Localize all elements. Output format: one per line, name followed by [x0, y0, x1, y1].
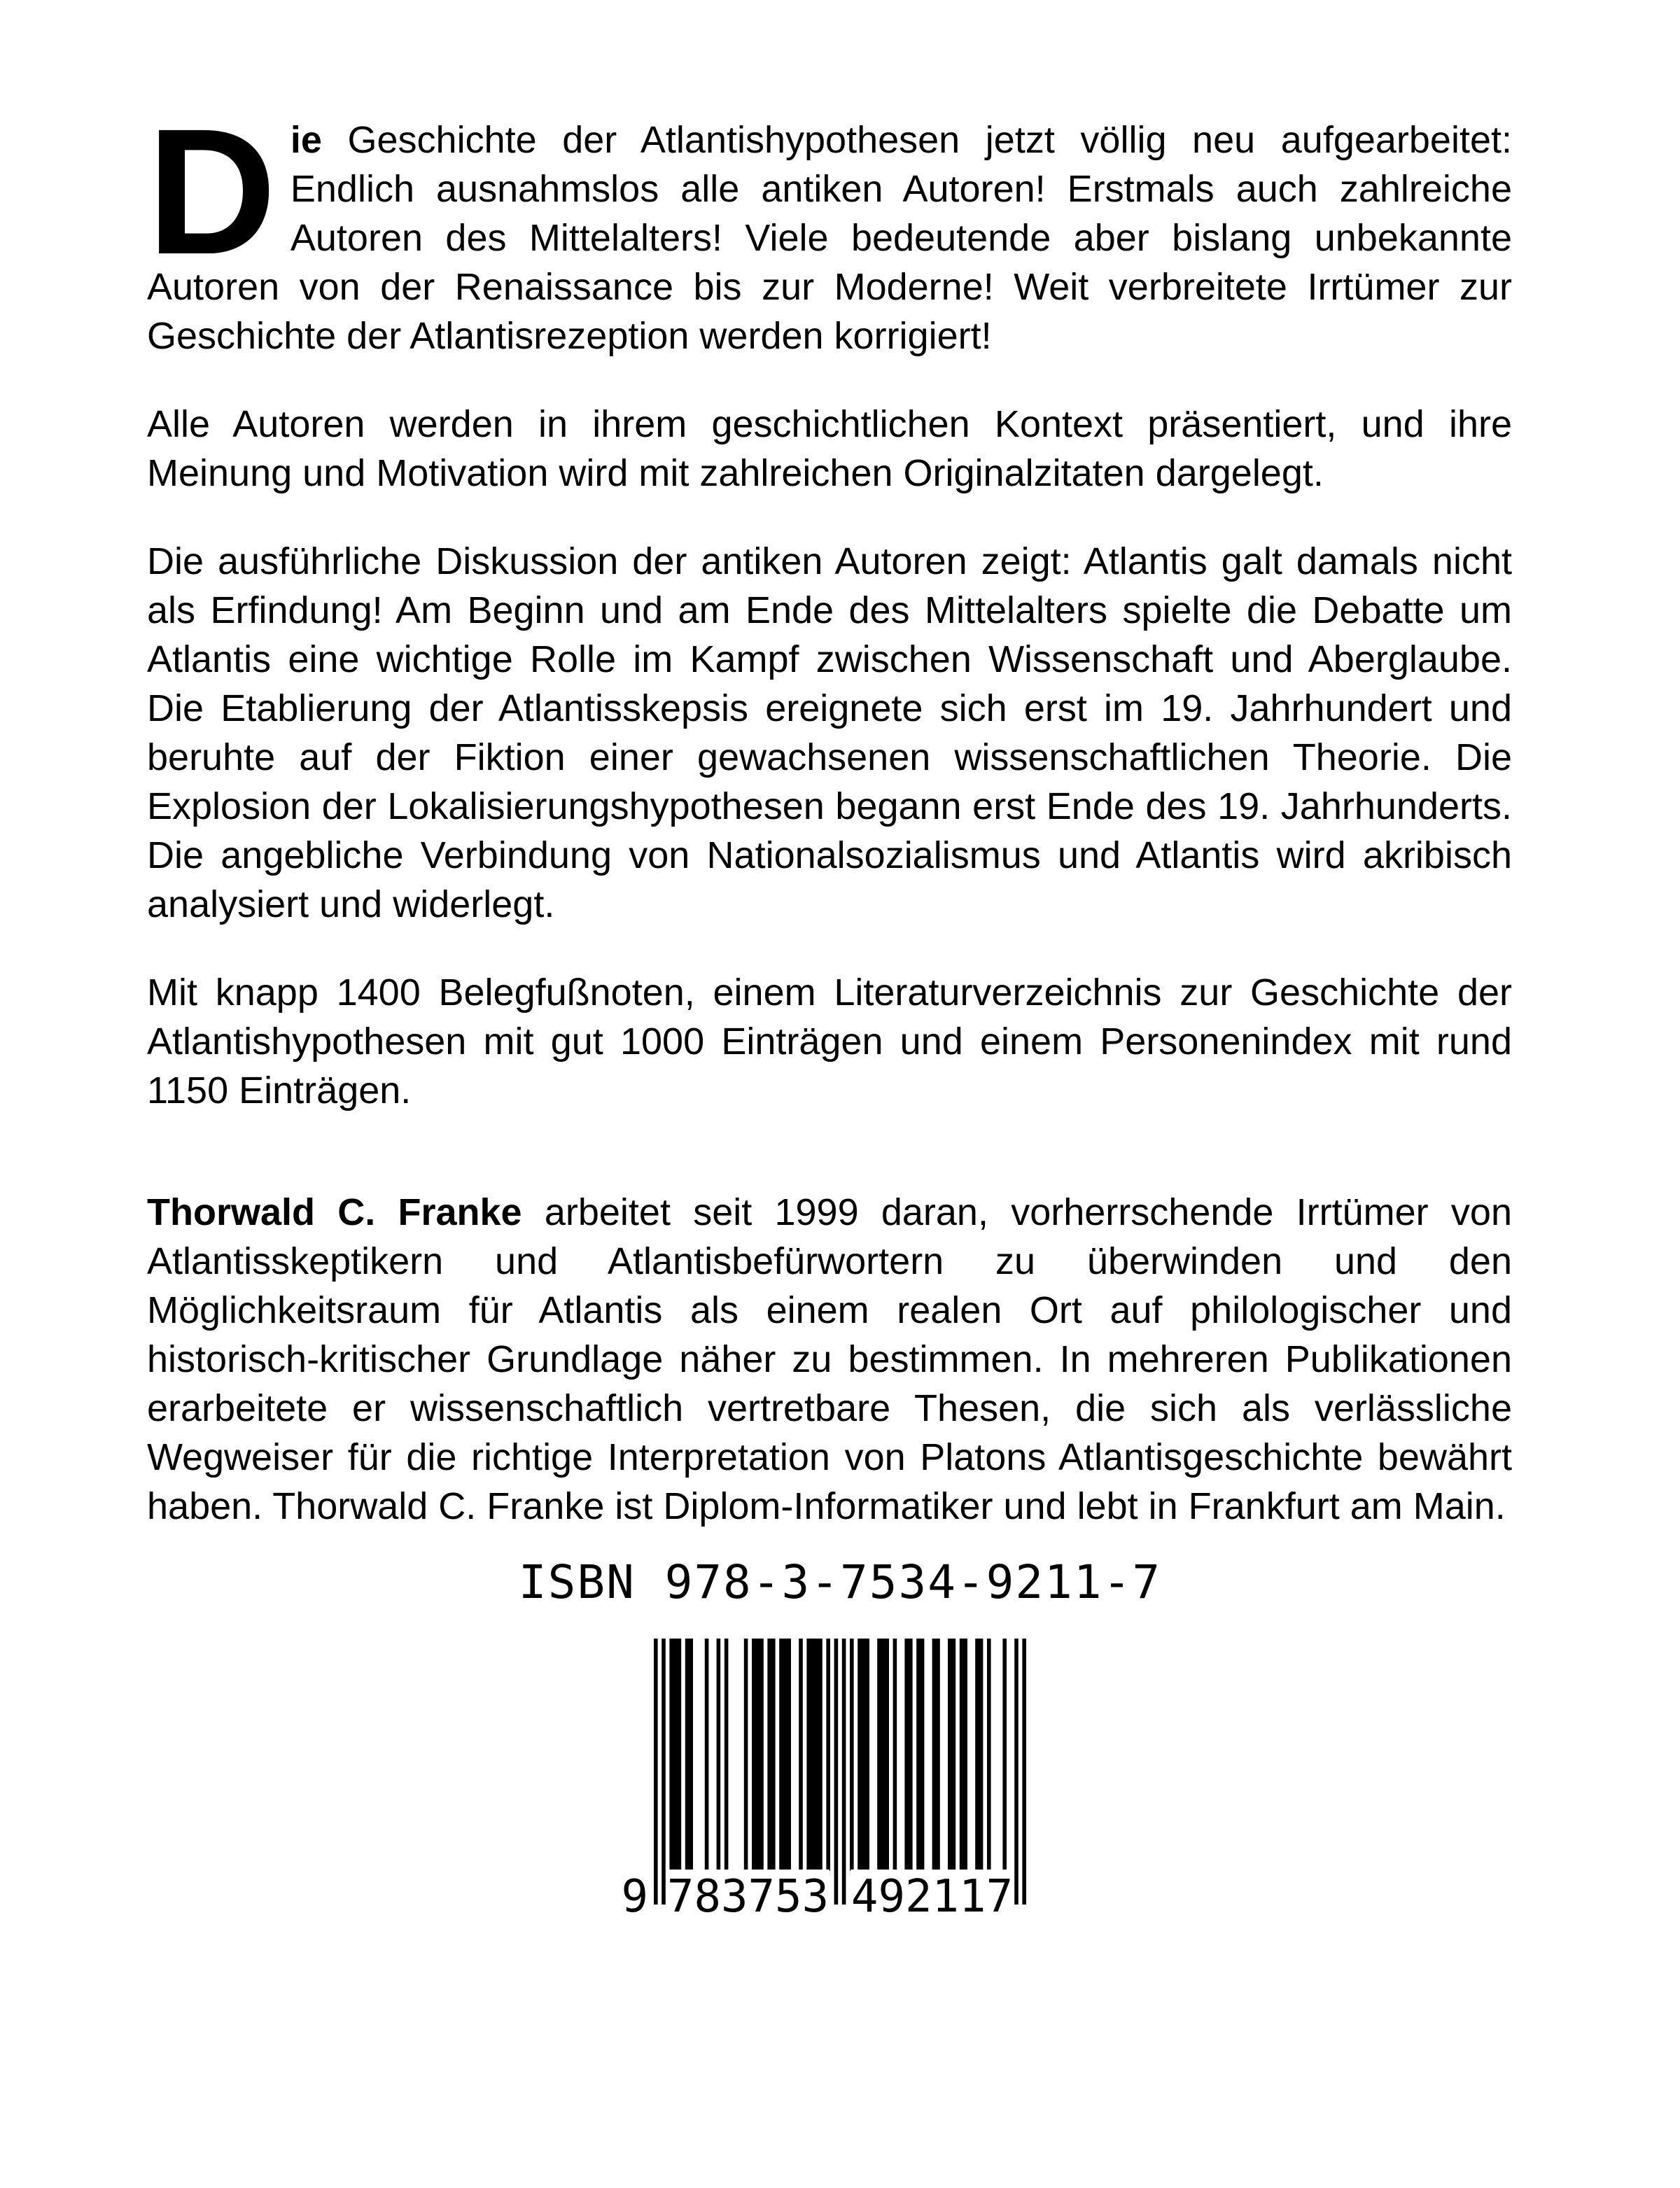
barcode-digits-group-1: 783753	[666, 1871, 830, 1923]
author-bio	[147, 1188, 1512, 1531]
blurb-paragraph-4: Mit knapp 1400 Belegfußnoten, einem Literaturverzeichnis zur Geschichte der Atlantishypothesen mit gut 1000 Einträgen und einem Personenindex mit rund 1150 Einträgen.	[147, 972, 1512, 1111]
author-bio-text: arbeitet seit 1999 daran, vorherrschende Irrtümer von Atlantisskeptikern und Atlantisbefürwortern zu überwinden und den Möglichkeitsraum für Atlantis als einem realen Ort auf philologischer und historisch-kritischer Grundlage näher zu bestimmen. In mehreren Publikationen erarbeitete er wissenschaftlich vertretbare Thesen, die sich als verlässliche Wegweiser für die richtige Interpretation von Platons Atlantisgeschichte bewährt haben. Thorwald C. Franke ist Diplom-Informatiker und lebt in Frankfurt am Main.	[147, 1191, 1512, 1527]
barcode-bars	[654, 1639, 1026, 1905]
barcode-digit-left: 9	[621, 1871, 648, 1923]
blurb-paragraph-2: Alle Autoren werden in ihrem geschichtlichen Kontext präsentiert, und ihre Meinung und Motivation wird mit zahlreichen Originalzitaten dargelegt.	[147, 403, 1512, 494]
blurb-paragraph-3: Die ausführliche Diskussion der antiken Autoren zeigt: Atlantis galt damals nicht als Erfindung! Am Beginn und am Ende des Mittelalters spielte die Debatte um Atlantis eine wichtige Rolle im Kampf zwischen Wissenschaft und Aberglaube. Die Etablierung der Atlantisskepsis ereignete sich erst im 19. Jahrhundert und beruhte auf der Fiktion einer gewachsenen wissenschaftlichen Theorie. Die Explosion der Lokalisierungshypothesen begann erst Ende des 19. Jahrhunderts. Die angebliche Verbindung von Nationalsozialismus und Atlantis wird akribisch analysiert und widerlegt.	[147, 540, 1512, 925]
barcode-digits-group-2: 492117	[850, 1871, 1014, 1923]
author-name: Thorwald C. Franke	[147, 1191, 522, 1233]
ean13-barcode	[621, 1639, 1026, 1936]
dropcap-bold-rest: ie	[290, 119, 322, 161]
blurb-paragraph-1-text: Geschichte der Atlantishypothesen jetzt völlig neu aufgearbeitet: Endlich ausnahmslos alle antiken Autoren! Erstmals auch zahlreiche Autoren des Mittelalters! Viele bedeutende aber bislang unbekannte Autoren von der Renaissance bis zur Moderne! Weit verbreitete Irrtümer zur Geschichte der Atlantisrezeption werden korrigiert!	[147, 119, 1512, 357]
isbn-label: ISBN 978-3-7534-9211-7	[518, 1555, 1162, 1609]
blurb-paragraph-1	[147, 92, 1512, 360]
dropcap-letter: D	[147, 92, 276, 292]
